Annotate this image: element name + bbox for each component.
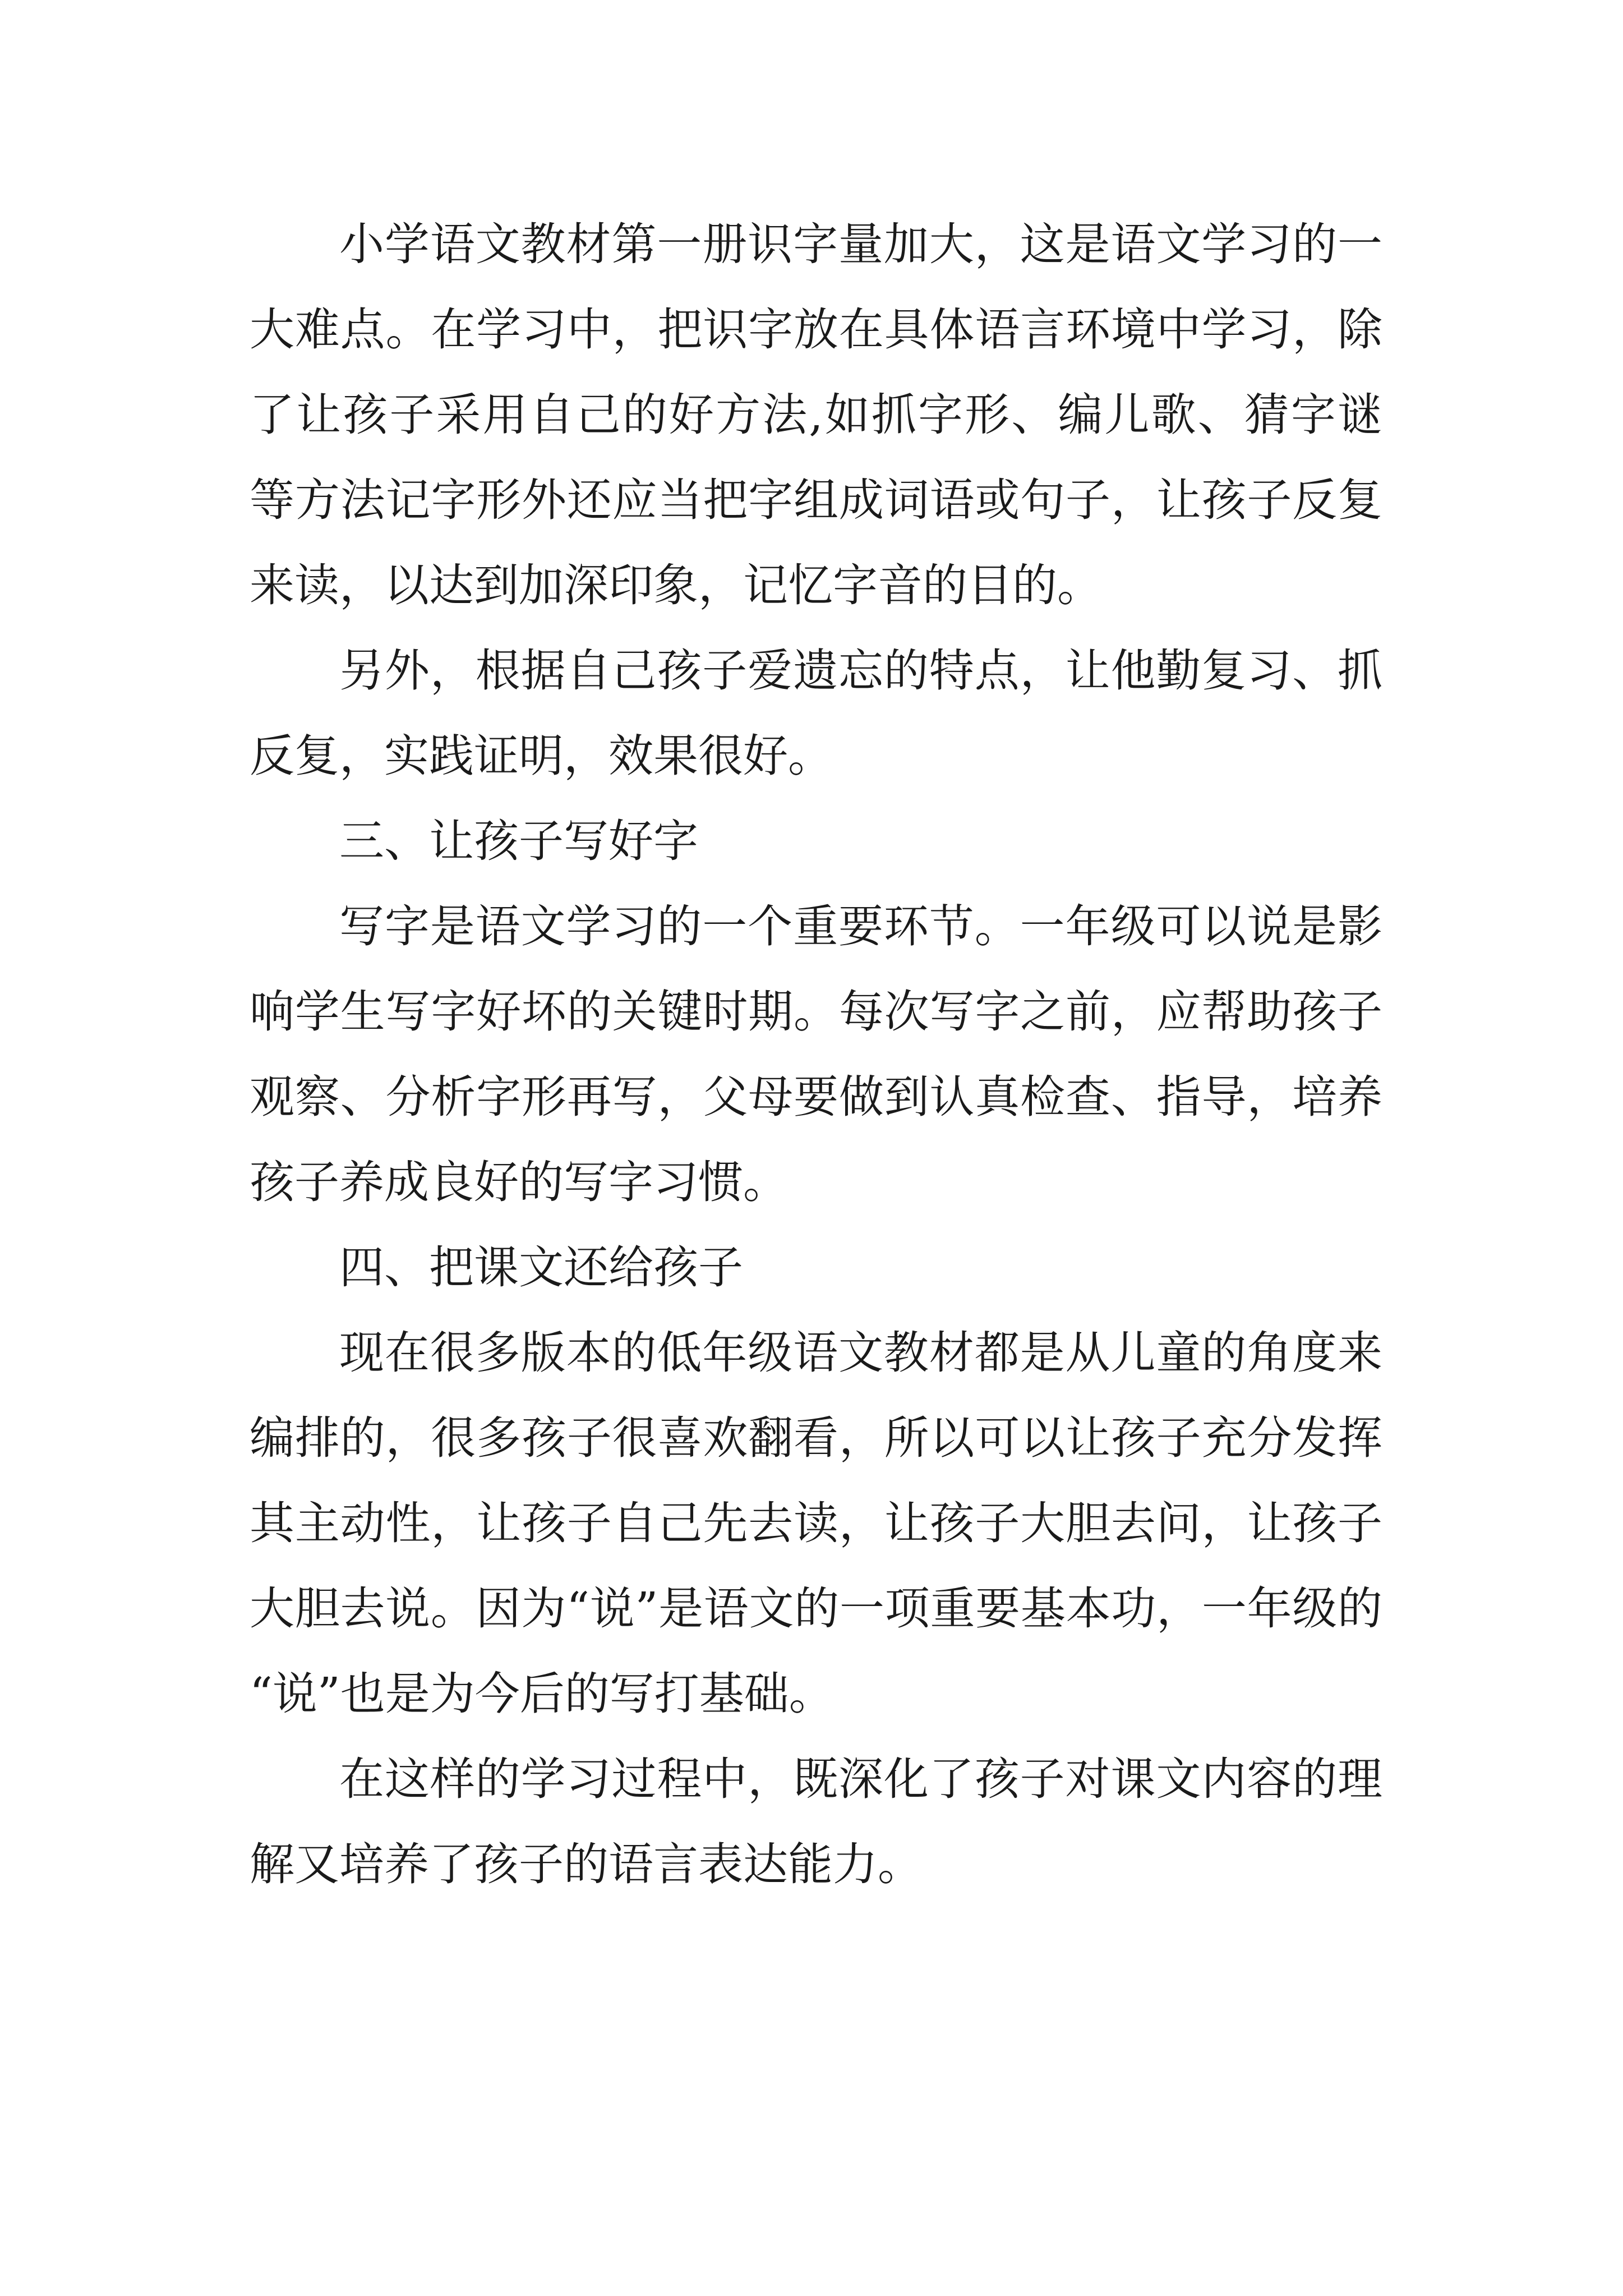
paragraph-writing: 写字是语文学习的一个重要环节。一年级可以说是影响学生写字好坏的关键时期。每次写字之前，应帮助孩子观察、分析字形再写，父母要做到认真检查、指导，培养孩子养成良好的写字习惯。	[250, 900, 1382, 1208]
paragraph-texts: 现在很多版本的低年级语文教材都是从儿童的角度来编排的，很多孩子很喜欢翻看，所以可以让孩子充分发挥其主动性，让孩子自己先去读，让孩子大胆去问，让孩子大胆去说。因为“说”是语文的一项重要基本功，一年级的“说”也是为今后的写打基础。	[250, 1327, 1382, 1720]
paragraph-review: 另外，根据自己孩子爱遗忘的特点，让他勤复习、抓反复，实践证明，效果很好。	[250, 645, 1382, 782]
paragraph-conclusion: 在这样的学习过程中，既深化了孩子对课文内容的理解又培养了孩子的语言表达能力。	[250, 1753, 1382, 1890]
document-body	[250, 202, 1382, 1907]
section-heading-writing: 三、让孩子写好字	[339, 815, 698, 867]
section-heading-texts: 四、把课文还给孩子	[339, 1241, 743, 1294]
paragraph-literacy: 小学语文教材第一册识字量加大，这是语文学习的一大难点。在学习中，把识字放在具体语言环境中学习，除了让孩子采用自己的好方法,如抓字形、编儿歌、猜字谜等方法记字形外还应当把字组成词语或句子，让孩子反复来读，以达到加深印象，记忆字音的目的。	[250, 218, 1382, 611]
